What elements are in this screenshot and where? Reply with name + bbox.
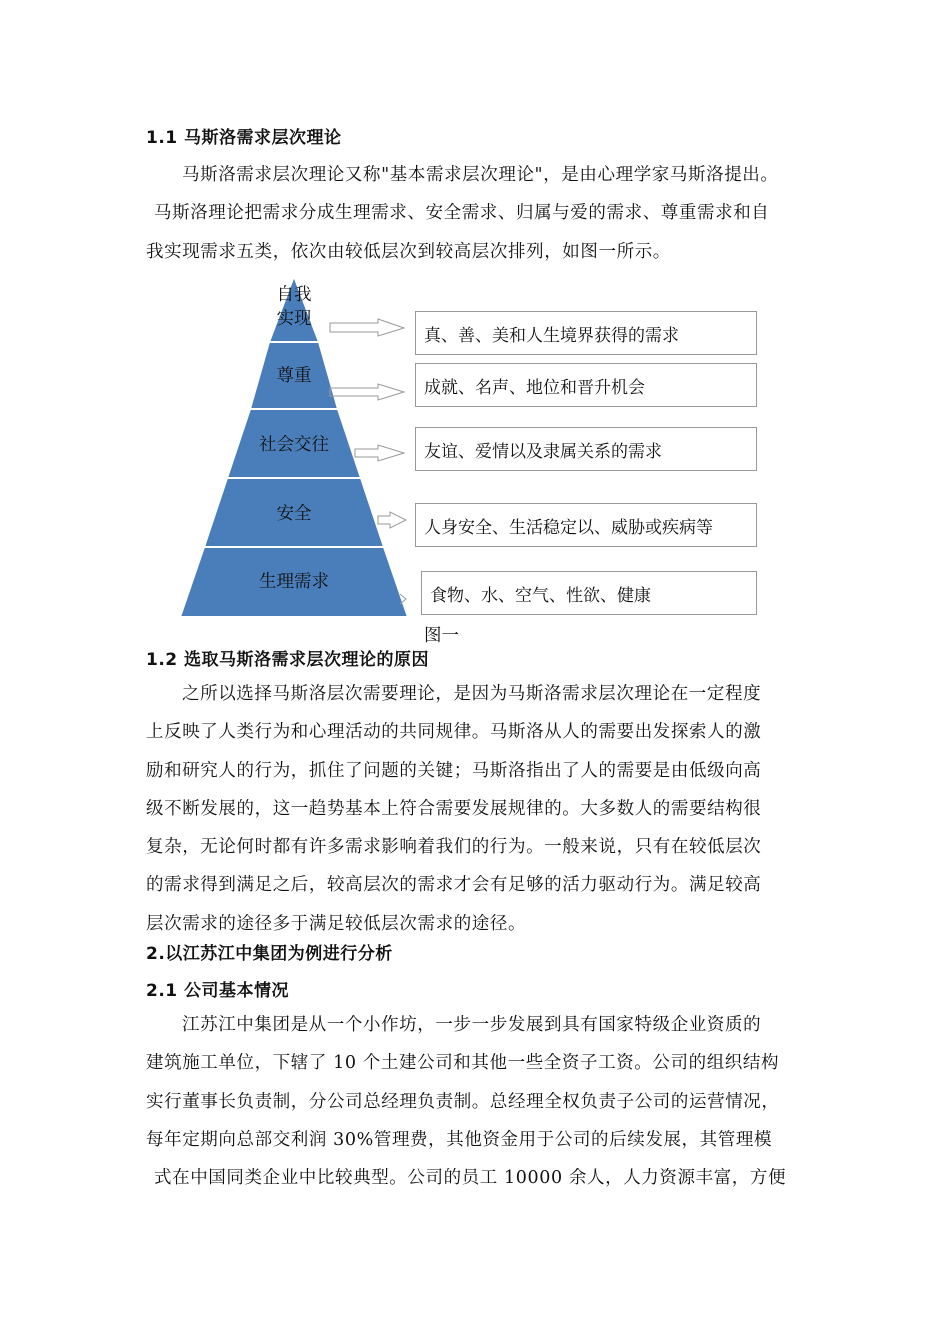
paragraph-line: 层次需求的途径多于满足较低层次需求的途径。 xyxy=(146,913,527,934)
paragraph-line: 马斯洛需求层次理论又称"基本需求层次理论"，是由心理学家马斯洛提出。 xyxy=(182,165,779,185)
paragraph-line: 江苏江中集团是从一个小作坊，一步一步发展到具有国家特级企业资质的 xyxy=(182,1015,762,1035)
figure-caption: 图一 xyxy=(424,626,459,646)
tier-label-esteem: 尊重 xyxy=(276,366,312,386)
paragraph-3 xyxy=(146,1006,806,1197)
description-box-esteem: 成就、名声、地位和晋升机会 xyxy=(415,363,757,407)
paragraph-line: 实行董事长负责制，分公司总经理负责制。总经理全权负责子公司的运营情况， xyxy=(146,1091,780,1112)
paragraph-2 xyxy=(146,675,806,943)
tier-label-social: 社会交往 xyxy=(259,435,329,455)
paragraph-line: 励和研究人的行为，抓住了问题的关键；马斯洛指出了人的需要是由低级向高 xyxy=(146,760,762,781)
paragraph-line: 每年定期向总部交利润 30%管理费，其他资金用于公司的后续发展，其管理模 xyxy=(146,1129,773,1150)
heading-2: 2.以江苏江中集团为例进行分析 xyxy=(146,944,393,964)
paragraph-line: 我实现需求五类，依次由较低层次到较高层次排列，如图一所示。 xyxy=(146,241,671,262)
paragraph-line: 马斯洛理论把需求分成生理需求、安全需求、归属与爱的需求、尊重需求和自 xyxy=(154,203,770,224)
description-box-physiological: 食物、水、空气、性欲、健康 xyxy=(421,571,757,615)
heading-1-2: 1.2 选取马斯洛需求层次理论的原因 xyxy=(146,650,430,670)
paragraph-line: 建筑施工单位，下辖了 10 个土建公司和其他一些全资子工资。公司的组织结构 xyxy=(146,1053,780,1074)
description-box-safety: 人身安全、生活稳定以、威胁或疾病等 xyxy=(415,503,757,547)
paragraph-line: 复杂，无论何时都有许多需求影响着我们的行为。一般来说，只有在较低层次 xyxy=(146,837,762,858)
heading-1-1: 1.1 马斯洛需求层次理论 xyxy=(146,128,342,148)
tier-label-line: 实现 xyxy=(276,309,312,329)
heading-2-1: 2.1 公司基本情况 xyxy=(146,981,290,1001)
tier-label-self-actualization xyxy=(264,283,324,331)
tier-label-line: 自我 xyxy=(276,285,312,305)
description-box-self-actualization: 真、善、美和人生境界获得的需求 xyxy=(415,311,757,355)
arrow-self-actualization xyxy=(330,319,404,336)
paragraph-line: 的需求得到满足之后，较高层次的需求才会有足够的活力驱动行为。满足较高 xyxy=(146,875,762,896)
paragraph-line: 级不断发展的，这一趋势基本上符合需要发展规律的。大多数人的需要结构很 xyxy=(146,798,762,819)
paragraph-line: 式在中国同类企业中比较典型。公司的员工 10000 余人，人力资源丰富，方便 xyxy=(154,1168,787,1189)
tier-label-safety: 安全 xyxy=(276,504,312,524)
arrow-safety xyxy=(378,512,406,528)
tier-label-physiological: 生理需求 xyxy=(259,572,329,592)
paragraph-line: 之所以选择马斯洛层次需要理论，是因为马斯洛需求层次理论在一定程度 xyxy=(182,684,762,704)
paragraph-line: 上反映了人类行为和心理活动的共同规律。马斯洛从人的需要出发探索人的激 xyxy=(146,722,762,743)
description-box-social: 友谊、爱情以及隶属关系的需求 xyxy=(415,427,757,471)
